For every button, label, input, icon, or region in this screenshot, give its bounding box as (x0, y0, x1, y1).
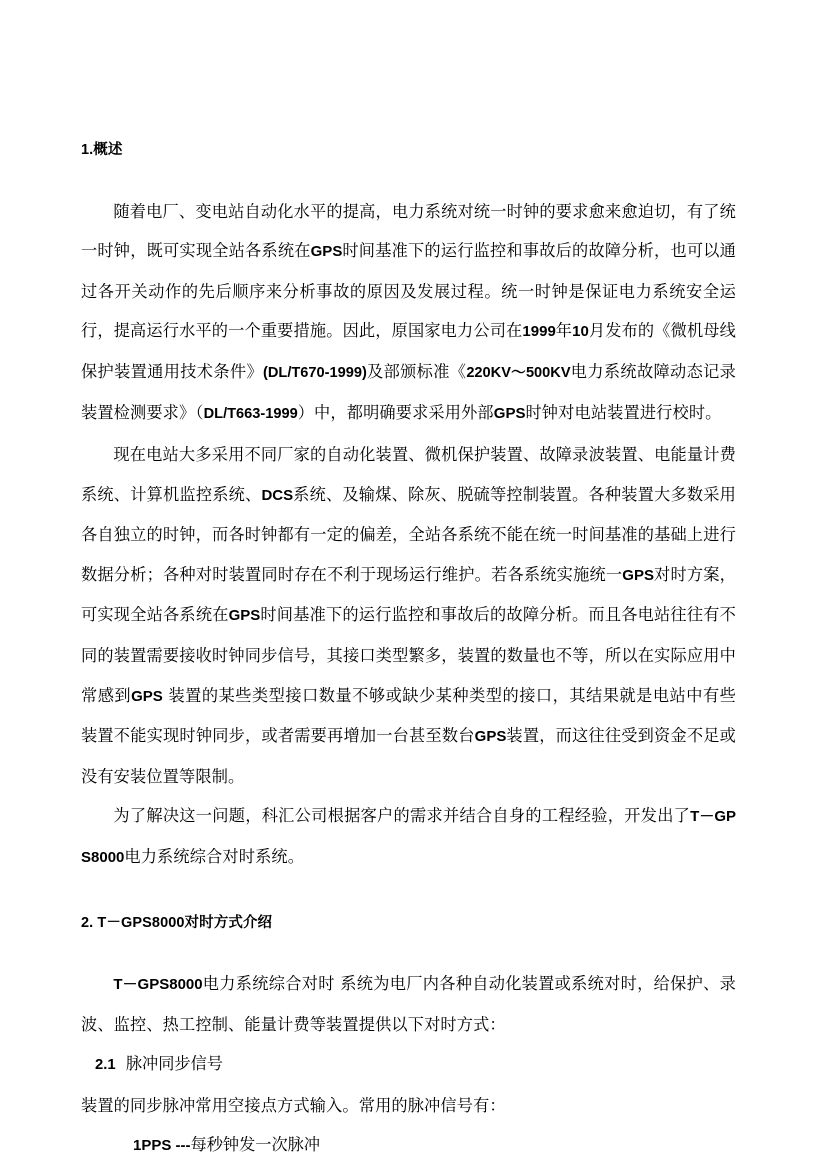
paragraph-section2-intro (81, 964, 736, 1044)
text-run: ）中，都明确要求采用外部 (297, 403, 494, 423)
term-gps: GPS (474, 728, 507, 746)
year-1999: 1999 (522, 323, 556, 341)
voltage-range: 220KV～500KV (466, 364, 571, 381)
paragraph-pulse-input: 装置的同步脉冲常用空接点方式输入。常用的脉冲信号有： (81, 1095, 506, 1115)
standard-code-dlt670: (DL/T670-1999) (263, 364, 367, 381)
document-body (81, 143, 736, 1166)
text-run: 装置，而这往往受到资金不足或没有安装位置等限制。 (81, 726, 736, 786)
spacer (81, 158, 736, 192)
term-gps: GPS (131, 687, 163, 705)
text-run: 时间基准下的运行监控和事故后的故障分析。而且各电站往往有不同的装置需要接收时钟同步信号，其接口类型繁多，装置的数量也不等，所以在实际应用中常感到 (81, 605, 736, 705)
text-run: 时间基准下的运行监控和事故后的故障分析，也可以通过各开关动作的先后顺序来分析事故的原因及发展过程。统一时钟是保证电力系统安全运行，提高运行水平的一个重要措施。因此，原国家电力公司在 (81, 241, 736, 341)
text-run: 及部颁标准《 (366, 361, 467, 381)
term-gps: GPS (493, 405, 526, 423)
text-run: 系统、及输煤、除灰、脱硫等控制装置。各种装置大多数采用各自独立的时钟，而各时钟都有一定的偏差，全站各系统不能在统一时间基准的基础上进行数据分析；各种对时装置同时存在不利于现场运行维护。若各系统实施统一 (81, 484, 736, 584)
text-run: 对时方案，可实现全站各系统在 (81, 564, 736, 625)
paragraph-overview-1 (81, 192, 736, 436)
list-item-1pps (81, 1125, 736, 1166)
text-run: 现在电站大多采用不同厂家的自动化装置、微机保护装置、故障录波装置、电能量计费系统、计算机监控系统、 (81, 445, 736, 504)
text-run: 时钟对电站装置进行校时。 (525, 403, 722, 423)
signal-description: 每秒钟发一次脉冲 (190, 1135, 321, 1155)
term-dcs: DCS (261, 486, 294, 504)
term-gps: GPS (228, 607, 261, 625)
text-run: 随着电厂、变电站自动化水平的提高，电力系统对统一时钟的要求愈来愈迫切，有了统一时钟，既可实现全站各系统在 (81, 201, 736, 261)
subheading-number: 2.1 (95, 1057, 116, 1074)
term-gps: GPS (310, 243, 343, 261)
text-run: 装置的某些类型接口数量不够或缺少某种类型的接口，其结果就是电站中有些装置不能实现时钟同步，或者需要再增加一台甚至数台 (81, 685, 736, 746)
text-run: 月发布的《微机母线保护装置通用技术条件》 (81, 321, 736, 381)
text-run: 电力系统综合对时 系统为电厂内各种自动化装置或系统对时，给保护、录波、监控、热工控制、能量计费等装置提供以下对时方式： (81, 974, 736, 1034)
subheading-text: 脉冲同步信号 (125, 1054, 223, 1074)
product-name: T－GPS8000 (81, 808, 736, 866)
heading-2-time-sync-methods: 2. T－GPS8000对时方式介绍 (81, 914, 273, 931)
paragraph-overview-3 (81, 796, 736, 877)
subheading-2-1-pulse-sync-signal (81, 1044, 736, 1086)
standard-code-dlt663: DL/T663-1999 (203, 406, 298, 423)
term-gps: GPS (622, 566, 654, 584)
paragraph-overview-2 (81, 435, 736, 796)
text-run: 为了解决这一问题，科汇公司根据客户的需求并结合自身的工程经验，开发出了 (113, 806, 691, 826)
text-run: 电力系统故障动态记录装置检测要求》（ (81, 361, 737, 423)
spacer (81, 930, 736, 964)
heading-1-overview: 1.概述 (81, 142, 123, 158)
spacer (81, 878, 736, 916)
text-run: 电力系统综合对时系统。 (124, 847, 305, 866)
text-run: 年 (555, 321, 573, 341)
signal-code-1pps: 1PPS --- (133, 1137, 191, 1155)
month-10: 10 (572, 323, 589, 341)
product-name: T－GPS8000 (113, 976, 203, 994)
